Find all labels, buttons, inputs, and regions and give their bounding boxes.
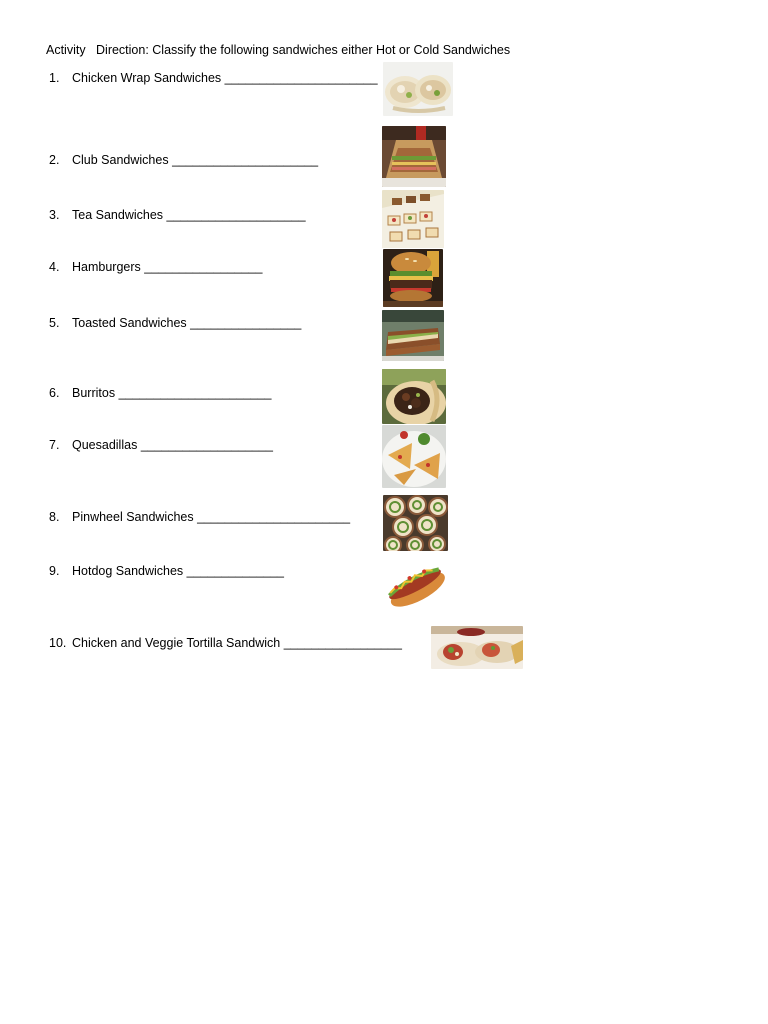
pinwheel-sandwiches-photo [383,495,448,551]
direction-text: Direction: Classify the following sandwiches either Hot or Cold Sandwiches [96,43,511,57]
item-label: Hamburgers _________________ [72,260,263,274]
item-number: 1. [49,71,60,85]
toasted-sandwich-photo [382,310,444,361]
answer-blank[interactable]: ______________________ [197,510,351,524]
quesadilla-photo [382,425,446,488]
item-label: Burritos ______________________ [72,386,272,400]
answer-blank[interactable]: ________________ [190,316,302,330]
list-item [0,636,768,654]
answer-blank[interactable]: ______________ [186,564,284,578]
tea-sandwiches-photo [382,190,444,248]
item-label: Hotdog Sandwiches ______________ [72,564,284,578]
item-number: 10. [49,636,67,650]
answer-blank[interactable]: _____________________ [172,153,319,167]
item-number: 9. [49,564,60,578]
item-number: 2. [49,153,60,167]
item-number: 3. [49,208,60,222]
activity-label: Activity [46,43,86,57]
hotdog-photo [384,556,448,617]
item-label: Toasted Sandwiches ________________ [72,316,302,330]
burrito-photo [382,369,446,424]
answer-blank[interactable]: ______________________ [224,71,378,85]
item-label: Pinwheel Sandwiches ______________________ [72,510,351,524]
worksheet-header [46,43,510,57]
item-label: Club Sandwiches _____________________ [72,153,319,167]
answer-blank[interactable]: _________________ [144,260,263,274]
answer-blank[interactable]: _________________ [283,636,402,650]
answer-blank[interactable]: ____________________ [166,208,306,222]
item-label: Chicken Wrap Sandwiches ______________________ [72,71,378,85]
item-label: Tea Sandwiches ____________________ [72,208,306,222]
hamburger-photo [383,249,443,307]
item-number: 8. [49,510,60,524]
chicken-veggie-tortilla-photo [431,626,523,669]
item-number: 6. [49,386,60,400]
answer-blank[interactable]: ______________________ [118,386,272,400]
item-number: 4. [49,260,60,274]
club-sandwich-photo [382,126,446,187]
item-label: Quesadillas ___________________ [72,438,273,452]
item-number: 7. [49,438,60,452]
item-label: Chicken and Veggie Tortilla Sandwich _________________ [72,636,402,650]
answer-blank[interactable]: ___________________ [140,438,273,452]
chicken-wrap-photo [383,62,453,116]
item-number: 5. [49,316,60,330]
